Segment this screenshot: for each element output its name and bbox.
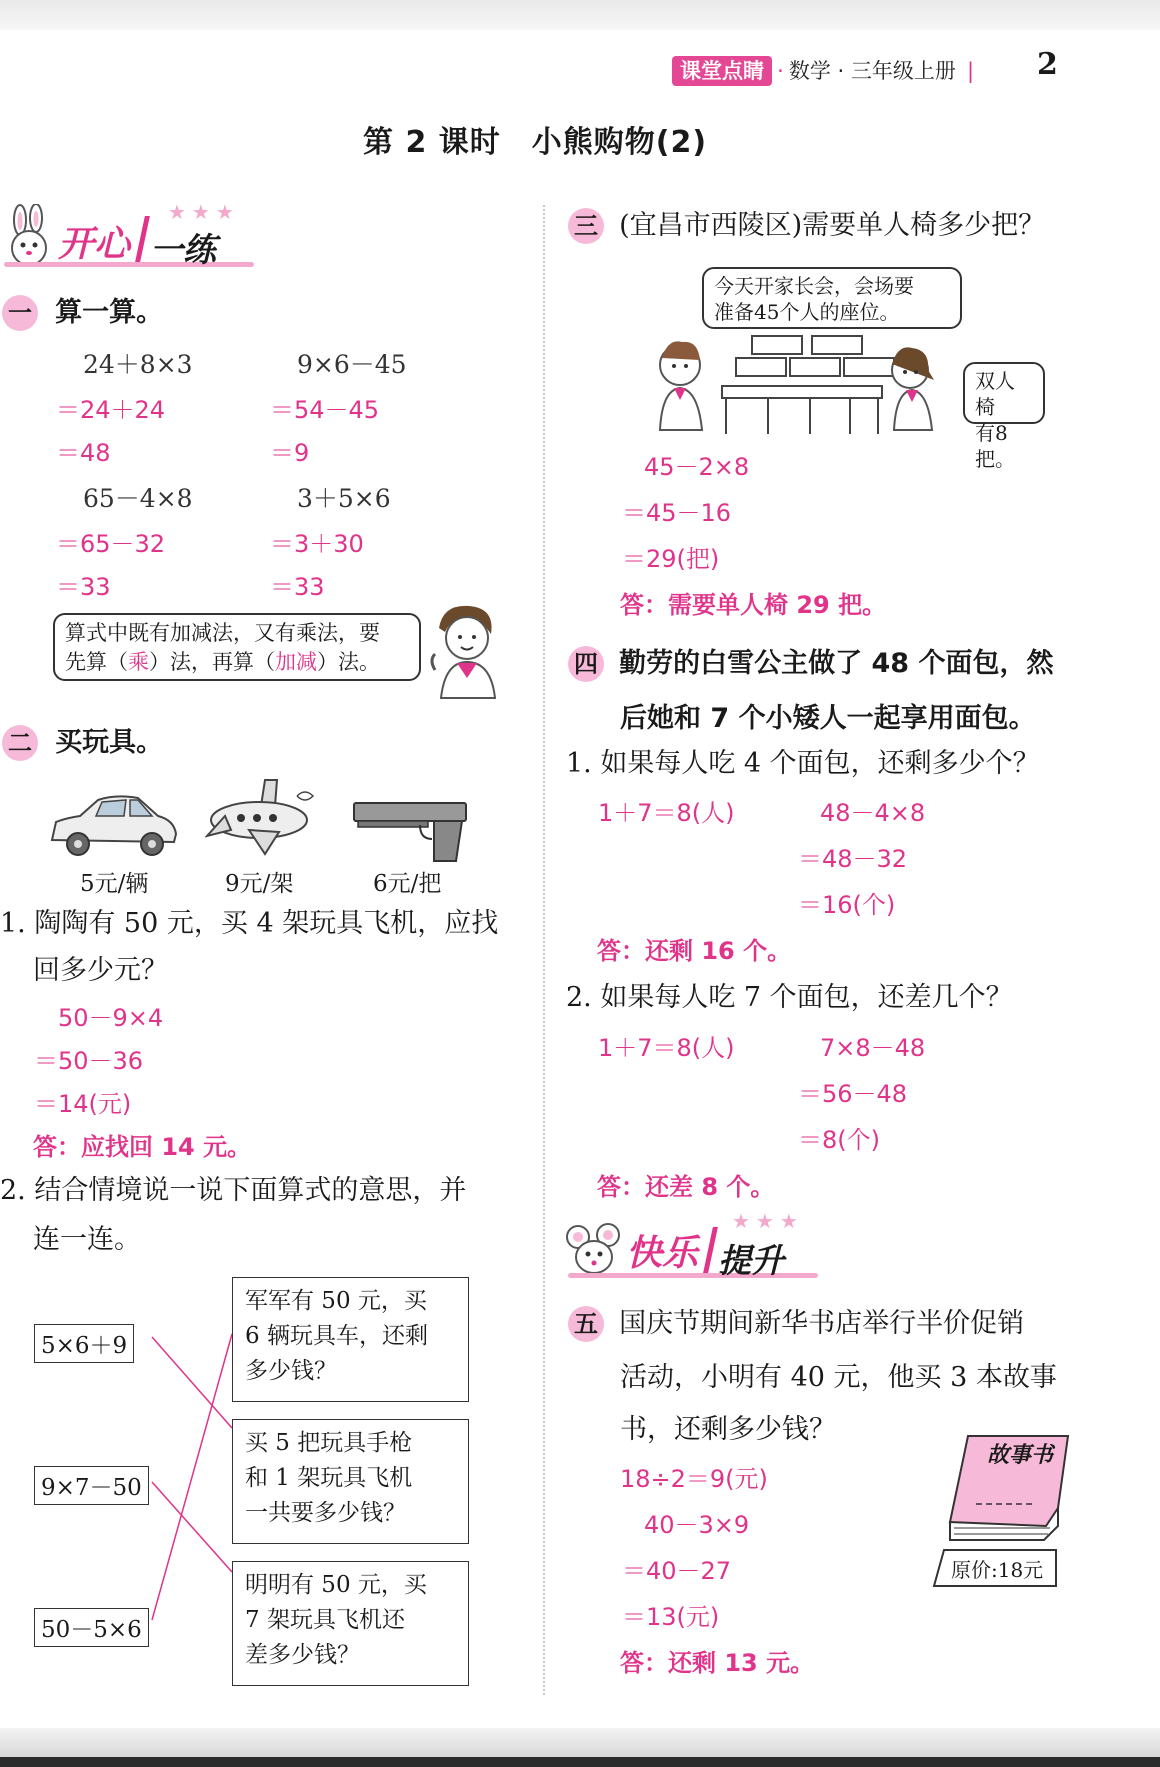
problem-1-expr: 24＋8×3: [83, 350, 193, 379]
section-2-title: 买玩具。: [55, 727, 164, 758]
story-1-line2: 6 辆玩具车，还剩: [245, 1323, 428, 1349]
toy-plane-price: 9元/架: [225, 871, 294, 897]
section-4-q2: 2. 如果每人吃 7 个面包，还差几个？: [566, 982, 1013, 1013]
section-2-q1-line1: 1. 陶陶有 50 元，买 4 架玩具飞机，应找: [0, 908, 499, 939]
section-3-step1: 45－2×8: [644, 453, 750, 481]
section-1-number: 一: [2, 295, 38, 331]
lesson-title: 第 2 课时 小熊购物(2): [363, 125, 708, 160]
rule-text-b: ）法，再算（: [149, 650, 275, 674]
banner-improve-part2: 提升: [718, 1241, 784, 1280]
meeting-bubble-line2: 准备45个人的座位。: [714, 300, 900, 324]
expr-box-1: 5×6＋9: [34, 1324, 134, 1363]
problem-3-expr: 65－4×8: [83, 484, 193, 513]
rule-fill-1: 乘: [128, 650, 149, 674]
banner-improve-stars: ★★★: [732, 1209, 804, 1233]
section-4-line2: 后她和 7 个小矮人一起享用面包。: [620, 703, 1036, 734]
problem-1-step1: ＝24＋24: [56, 396, 166, 424]
problem-4-step1: ＝3＋30: [270, 530, 364, 558]
header-subject: 数学 · 三年级上册: [788, 59, 956, 83]
section-2-q1-step1: 50－9×4: [58, 1004, 164, 1032]
problem-3-step1: ＝65－32: [56, 530, 166, 558]
story-2-line1: 买 5 把玩具手枪: [245, 1430, 413, 1456]
section-5-line3: 书，还剩多少钱？: [620, 1414, 836, 1445]
section-2-q2-line2: 连一连。: [33, 1224, 141, 1255]
story-3-line3: 差多少钱？: [245, 1642, 360, 1668]
section-1-title: 算一算。: [55, 297, 164, 328]
problem-4-expr: 3＋5×6: [297, 484, 391, 513]
rule-line-1: 算式中既有加减法，又有乘法，要: [65, 621, 380, 645]
section-2-number: 二: [2, 725, 38, 761]
match-line-3: [152, 1334, 232, 1620]
section-4-q1-people: 1＋7＝8(人): [598, 799, 735, 827]
section-4-q2-answer: 答：还差 8 个。: [597, 1173, 775, 1201]
banner-improve-slash: [703, 1227, 718, 1273]
section-4-q2-step3: ＝8(个): [798, 1126, 880, 1154]
story-box-1: [232, 1277, 469, 1402]
section-4-q1-step2: ＝48－32: [798, 845, 908, 873]
story-2-line3: 一共要多少钱？: [245, 1500, 406, 1526]
rule-fill-2: 加减: [275, 650, 317, 674]
problem-1-step2: ＝48: [56, 439, 111, 467]
problem-3-step2: ＝33: [56, 573, 111, 601]
expr-box-2: 9×7－50: [34, 1466, 149, 1505]
section-4-line1: 勤劳的白雪公主做了 48 个面包，然: [619, 648, 1054, 679]
section-3-step3: ＝29(把): [622, 545, 720, 573]
section-5-line1: 国庆节期间新华书店举行半价促销: [619, 1308, 1025, 1339]
match-line-2: [152, 1482, 232, 1572]
problem-4-step2: ＝33: [270, 573, 325, 601]
toy-gun-price: 6元/把: [373, 871, 442, 897]
story-box-3: [232, 1561, 469, 1686]
banner-improve: [564, 1209, 824, 1290]
story-1-line3: 多少钱？: [245, 1358, 337, 1384]
rule-text-c: ）法。: [317, 650, 380, 674]
section-2-q1-answer: 答：应找回 14 元。: [33, 1133, 252, 1161]
section-5-heading: [568, 1306, 1024, 1342]
section-3-step2: ＝45－16: [622, 499, 732, 527]
meeting-bubble-line1: 今天开家长会，会场要: [714, 274, 914, 298]
section-3-title: (宜昌市西陵区)需要单人椅多少把？: [619, 210, 1046, 241]
problem-2-step2: ＝9: [270, 439, 310, 467]
story-3-line2: 7 架玩具飞机还: [245, 1607, 405, 1633]
story-1-line1: 军军有 50 元，买: [245, 1288, 427, 1314]
section-2-q1-line2: 回多少元？: [33, 955, 168, 986]
section-5-number: 五: [568, 1306, 604, 1342]
section-2-q1-step3: ＝14(元): [34, 1090, 132, 1118]
section-4-number: 四: [568, 646, 604, 682]
page-bottom-shadow: [0, 1728, 1160, 1767]
section-4-q1: 1. 如果每人吃 4 个面包，还剩多少个？: [566, 748, 1040, 779]
rule-text-a: 先算（: [65, 650, 128, 674]
problem-2-expr: 9×6－45: [297, 350, 407, 379]
section-5-step3: ＝13(元): [622, 1603, 720, 1631]
story-box-2: [232, 1419, 469, 1544]
section-4-q2-step1: 7×8－48: [820, 1034, 926, 1062]
chairs-bubble-line2: 有8把。: [975, 421, 1015, 471]
section-5-answer: 答：还剩 13 元。: [620, 1649, 815, 1677]
match-line-1: [152, 1337, 232, 1428]
storybook-title: 故事书: [987, 1443, 1054, 1468]
section-5-line2: 活动，小明有 40 元，他买 3 本故事: [620, 1362, 1057, 1393]
header-dot: ·: [777, 59, 784, 83]
section-2-q2-line1: 2. 结合情境说一说下面算式的意思，并: [0, 1175, 467, 1206]
banner-practice-part2: 一练: [150, 230, 216, 269]
problem-2-step1: ＝54－45: [270, 396, 380, 424]
chairs-illustration: [650, 330, 950, 440]
story-3-line1: 明明有 50 元，买: [245, 1572, 427, 1598]
expr-box-3: 50－5×6: [34, 1608, 149, 1647]
section-4-q1-answer: 答：还剩 16 个。: [597, 937, 792, 965]
section-2-q1-step2: ＝50－36: [34, 1047, 144, 1075]
price-tag-text: 原价:18元: [951, 1558, 1044, 1582]
chairs-bubble: [963, 362, 1045, 471]
section-4-q1-step3: ＝16(个): [798, 891, 896, 919]
banner-practice-part1: 开心: [58, 224, 131, 265]
chairs-bubble-line1: 双人椅: [975, 369, 1015, 419]
section-5-step1: 40－3×9: [644, 1511, 750, 1539]
section-5-step2: ＝40－27: [622, 1557, 732, 1585]
section-3-answer: 答：需要单人椅 29 把。: [620, 591, 887, 619]
section-5-half-price: 18÷2＝9(元): [620, 1465, 768, 1493]
section-4-q2-people: 1＋7＝8(人): [598, 1034, 735, 1062]
page-number: 2: [1037, 47, 1058, 82]
section-4-q1-step1: 48－4×8: [820, 799, 926, 827]
header-badge: 课堂点睛: [672, 56, 772, 86]
toy-car-price: 5元/辆: [80, 871, 149, 897]
section-4-heading: [568, 641, 1053, 682]
banner-improve-part1: 快乐: [626, 1233, 699, 1274]
bottom-bar: [0, 1757, 1160, 1767]
header-separator: |: [967, 59, 975, 83]
story-2-line2: 和 1 架玩具飞机: [245, 1465, 413, 1491]
section-3-heading: [568, 208, 1045, 244]
section-4-q2-step2: ＝56－48: [798, 1080, 908, 1108]
meeting-bubble: [702, 267, 962, 329]
section-3-number: 三: [568, 208, 604, 244]
banner-stars: ★★★: [168, 200, 240, 224]
